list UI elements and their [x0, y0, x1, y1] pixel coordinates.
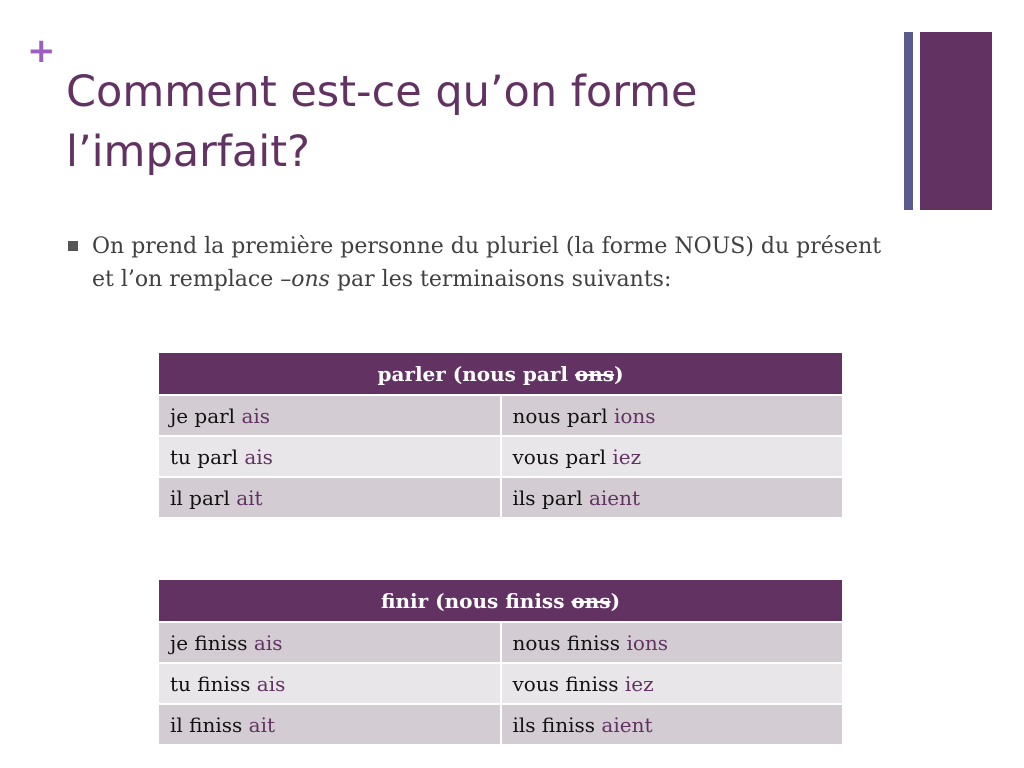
verb-stem: ils parl: [512, 485, 589, 510]
table-cell: [501, 477, 843, 518]
header-close: ): [614, 361, 624, 386]
title-line-1: Comment est-ce qu’on forme: [66, 67, 698, 117]
verb-ending: ais: [241, 403, 271, 428]
title-line-2: l’imparfait?: [66, 127, 310, 177]
verb-ending: iez: [624, 671, 654, 696]
table-cell: [501, 663, 843, 704]
table-row: [159, 395, 842, 436]
table-row: [159, 622, 842, 663]
table-cell: [501, 704, 843, 745]
verb-stem: il finiss: [170, 712, 249, 737]
verb-stem: nous parl: [512, 403, 614, 428]
verb-ending: ait: [248, 712, 276, 737]
table-cell: [159, 622, 501, 663]
verb-ending: ions: [613, 403, 656, 428]
header-verb: parler (nous parl: [377, 361, 575, 386]
table-row: [159, 663, 842, 704]
verb-ending: ait: [236, 485, 263, 510]
verb-ending: ais: [253, 630, 283, 655]
table-header: [159, 353, 842, 395]
conjugation-table-parler: [159, 353, 842, 519]
table-cell: [501, 622, 843, 663]
table-cell: [159, 436, 501, 477]
bullet-text: [92, 230, 888, 296]
verb-ending: ions: [626, 630, 669, 655]
table-cell: [159, 663, 501, 704]
table-cell: [159, 395, 501, 436]
header-struck-ending: ons: [571, 588, 611, 613]
table-header: [159, 580, 842, 622]
table-cell: [501, 436, 843, 477]
table-row: [159, 436, 842, 477]
square-bullet-icon: [68, 241, 78, 251]
decorative-thin-bar: [904, 32, 913, 210]
header-verb: finir (nous finiss: [380, 588, 572, 613]
verb-stem: il parl: [170, 485, 237, 510]
verb-ending: aient: [588, 485, 641, 510]
verb-stem: tu parl: [170, 444, 245, 469]
table-row: [159, 704, 842, 745]
verb-ending: ais: [244, 444, 273, 469]
verb-stem: nous finiss: [512, 630, 627, 655]
header-struck-ending: ons: [574, 361, 615, 386]
decorative-thick-bar: [920, 32, 992, 210]
verb-stem: vous parl: [512, 444, 613, 469]
slide-title: [66, 62, 866, 182]
verb-ending: ais: [256, 671, 286, 696]
verb-stem: je finiss: [170, 630, 254, 655]
table-cell: [159, 477, 501, 518]
header-close: ): [610, 588, 621, 613]
table-row: [159, 477, 842, 518]
bullet-text-part-1: On prend la première personne du pluriel (la forme NOUS) du présent et l’on remplace –: [92, 234, 882, 292]
bullet-text-part-2: par les terminaisons suivants:: [329, 267, 672, 292]
verb-stem: vous finiss: [512, 671, 625, 696]
table-cell: [159, 704, 501, 745]
conjugation-table-finir: [159, 580, 842, 746]
verb-ending: iez: [612, 444, 642, 469]
table-cell: [501, 395, 843, 436]
plus-icon: +: [27, 31, 56, 71]
verb-stem: ils finiss: [512, 712, 602, 737]
bullet-item: [68, 230, 888, 296]
verb-ending: aient: [601, 712, 653, 737]
verb-stem: je parl: [170, 403, 242, 428]
verb-stem: tu finiss: [170, 671, 257, 696]
bullet-text-italic: ons: [291, 267, 330, 292]
